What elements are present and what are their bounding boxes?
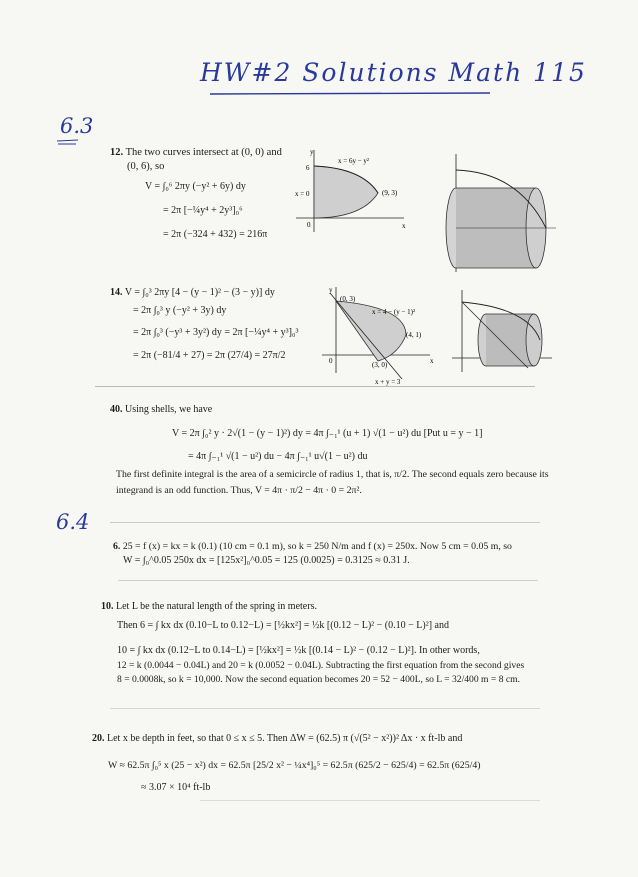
text-line: 12 = k (0.0044 − 0.04L) and 20 = k (0.0052 − 0.04L). Subtracting the first equation from the second gives (117, 660, 525, 671)
equation-line: V = ∫₀⁶ 2πy (−y² + 6y) dy (145, 181, 246, 192)
problem-12 (110, 146, 290, 174)
figure-12-region (292, 146, 412, 238)
problem-40-intro (110, 404, 212, 415)
divider (200, 800, 540, 801)
figure-14-region (320, 283, 440, 389)
axis-label-y: y (310, 148, 314, 156)
problem-number: 10. (101, 601, 114, 612)
problem-intro: The two curves intersect at (0, 0) and (125, 147, 282, 158)
point-label: (0, 3) (340, 295, 356, 303)
axis-annotation: x = 0 (295, 190, 310, 198)
point-label: (9, 3) (382, 189, 398, 197)
axis-label-x: x (402, 222, 406, 230)
problem-number: 20. (92, 733, 105, 744)
divider (118, 580, 538, 581)
equation-text: Let x be depth in feet, so that 0 ≤ x ≤ 5. Then ΔW = (62.5) π (√(5² − x²))² Δx · x ft-lb and (107, 733, 463, 744)
equation-line: = 2π ∫₀³ y (−y² + 3y) dy (133, 305, 227, 316)
figure-14-solid (448, 288, 558, 380)
divider (110, 522, 540, 523)
problem-6 (113, 541, 512, 552)
section-label-6-4: 6.4 (56, 510, 90, 534)
divider (110, 708, 540, 709)
equation-line: = 4π ∫₋₁¹ √(1 − u²) du − 4π ∫₋₁¹ u√(1 − u²) du (188, 451, 368, 462)
origin-label: 0 (329, 357, 333, 365)
tick-label: 6 (306, 164, 310, 172)
equation-line: ≈ 3.07 × 10⁴ ft-lb (141, 782, 211, 793)
title-underline (210, 92, 490, 95)
equation-text: V = ∫₀³ 2πy [4 − (y − 1)² − (3 − y)] dy (124, 287, 275, 298)
problem-number: 40. (110, 404, 123, 415)
problem-number: 14. (110, 287, 123, 298)
equation-line: W = ∫₀^0.05 250x dx = [125x²]₀^0.05 = 125 (0.0025) = 0.3125 ≈ 0.31 J. (123, 555, 410, 566)
problem-number: 6. (113, 541, 121, 552)
text-line: The first definite integral is the area of a semicircle of radius 1, that is, π/2. The second equals zero because its (116, 469, 549, 480)
section-label-6-3: 6.3 (60, 114, 94, 138)
text-line: Let L be the natural length of the spring in meters. (116, 601, 317, 612)
figure-12-solid (428, 150, 568, 280)
problem-20 (92, 733, 462, 744)
origin-label: 0 (307, 221, 311, 229)
equation-line: = 2π (−324 + 432) = 216π (163, 229, 268, 240)
page-title: HW#2 Solutions Math 115 (200, 58, 587, 87)
divider (95, 386, 535, 387)
curve-label: x = 6y − y² (338, 157, 369, 165)
axis-label-y: y (329, 286, 333, 294)
section-underline (56, 138, 80, 146)
equation-line: = 2π [−¼y⁴ + 2y³]₀⁶ (163, 205, 243, 216)
equation-line: V = 2π ∫₀² y · 2√(1 − (y − 1)²) dy = 4π ∫₋₁¹ (u + 1) √(1 − u²) du [Put u = y − 1] (172, 428, 483, 439)
equation-text: 25 = f (x) = kx = k (0.1) (10 cm = 0.1 m), so k = 250 N/m and f (x) = 250x. Now 5 cm = 0.05 m, so (122, 541, 512, 552)
problem-number: 12. (110, 147, 124, 158)
text-line: 8 = 0.0008k, so k = 10,000. Now the second equation becomes 20 = 52 − 400L, so L = 32/400 m = 8 cm. (117, 674, 521, 685)
problem-10 (101, 601, 317, 612)
curve-label: x = 4 − (y − 1)² (372, 308, 416, 316)
point-label: (3, 0) (372, 361, 388, 369)
equation-line (110, 287, 275, 298)
axis-label-x: x (430, 357, 434, 365)
point-label: (4, 1) (406, 331, 422, 339)
equation-line: = 2π (−81/4 + 27) = 2π (27/4) = 27π/2 (133, 350, 286, 361)
equation-line: = 2π ∫₀³ (−y³ + 3y²) dy = 2π [−¼y⁴ + y³]₀³ (133, 327, 299, 338)
problem-intro: Using shells, we have (125, 404, 213, 415)
equation-line: Then 6 = ∫ kx dx (0.10−L to 0.12−L) = [½kx²] = ½k [(0.12 − L)² − (0.10 − L)²] and (117, 620, 449, 631)
text-line: integrand is an odd function. Thus, V = 4π · π/2 − 4π · 0 = 2π². (116, 485, 362, 496)
line-label: x + y = 3 (375, 378, 401, 386)
problem-intro-cont: (0, 6), so (127, 161, 165, 172)
equation-line: W ≈ 62.5π ∫₀⁵ x (25 − x²) dx = 62.5π [25/2 x² − ¼x⁴]₀⁵ = 62.5π (625/2 − 625/4) = 62.5π (625/4) (108, 760, 481, 771)
equation-line: 10 = ∫ kx dx (0.12−L to 0.14−L) = [½kx²] = ½k [(0.14 − L)² − (0.12 − L)²]. In other words, (117, 645, 480, 656)
